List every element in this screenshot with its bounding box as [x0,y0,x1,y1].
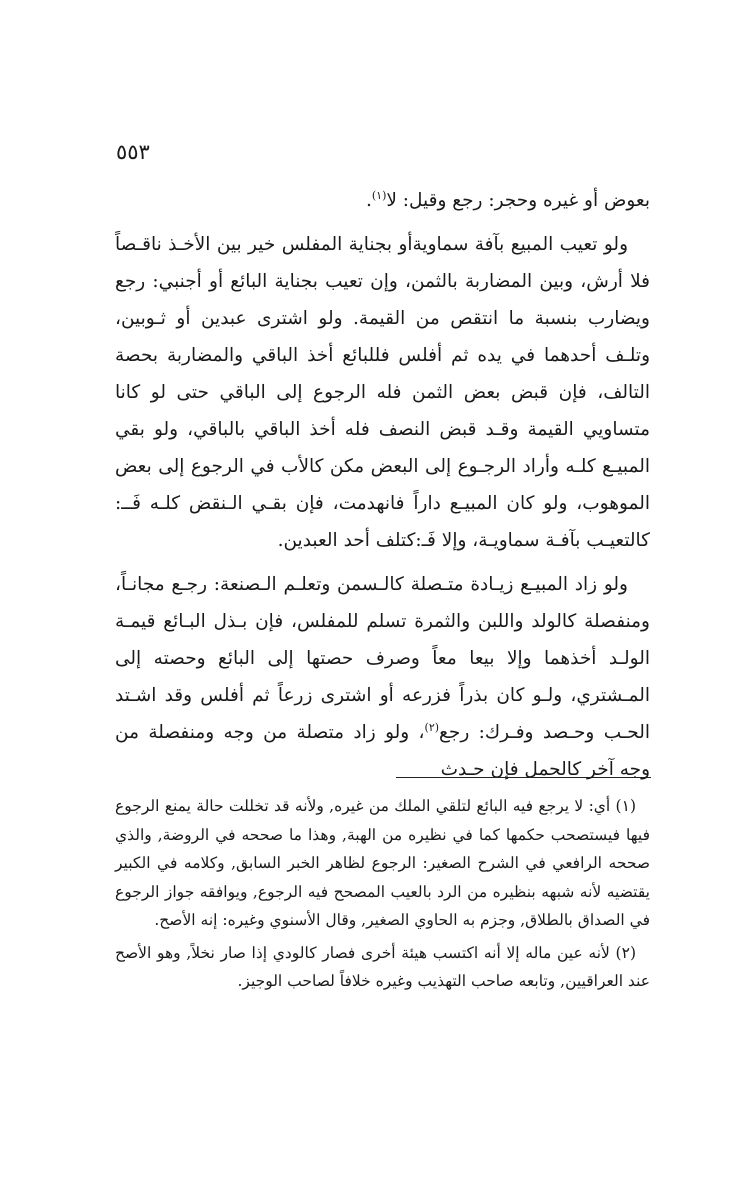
paragraph-1-text: بعوض أو غيره وحجر: رجع وقيل: لا [386,190,650,211]
footnote-ref-2: (٢) [424,720,440,734]
paragraph-3-text-b: ، ولو زاد متصلة من وجه ومنفصلة من وجه آخر كالحمل فإن حـدث [115,722,650,780]
footnotes [115,792,650,996]
paragraph-1 [115,182,650,219]
paragraph-2: ولو تعيب المبيع بآفة سماويةأو بجناية المفلس خير بين الأخـذ ناقـصاً فلا أرش، وبين المضاربة بالثمن، وإن تعيب بجناية البائع أو أجنبي: رجع ويضارب بنسبة ما انتقص من القيمة. ولو اشترى عبدين أو ثـوبين، وتلـف أحدهما في يده ثم أفلس فللبائع أخذ الباقي والمضاربة بحصة التالف، فإن قبض بعض الثمن فله الرجوع إلى الباقي حتى لو كانا متساويي القيمة وقـد قبض النصف فله أخذ الباقي بالباقي، ولو بقي المبيـع كلـه وأراد الرجـوع إلى البعض مكن كالأب في الرجوع إلى بعض الموهوب، ولو كان المبيـع داراً فانهدمت، فإن بقـي الـنقض كلـه فَــ: كالتعيـب بآفـة سماويـة، وإلا فَـ:كتلف أحد العبدين. [115,234,650,551]
paragraph-3-text-a: ولو زاد المبيـع زيـادة متـصلة كالـسمن وتعلـم الـصنعة: رجـع مجانـاً، ومنفصلة كالولد واللبن والثمرة تسلم للمفلس، فإن بـذل البـائع قيمـة الولـد أخذهما وإلا بيعا معاً وصرف حصتها إلى البائع وحصته إلى المـشتري، ولـو كان بذراً فزرعه أو اشترى زرعاً ثم أفلس وقد اشـتد الحـب وحـصد وفـرك: رجع [115,574,651,743]
footnote-ref-1: (١) [371,188,387,202]
footnote-1: (١) أي: لا يرجع فيه البائع لتلقي الملك من غيره, ولأنه قد تخللت حالة يمنع الرجوع فيها فيستصحب حكمها كما في نظيره من الهبة, وهذا ما صححه في الروضة, والذي صححه الرافعي في الشرح الصغير: الرجوع لظاهر الخبر السابق, وكلامه في الكبير يقتضيه لأنه شبهه بنظيره من الرد بالعيب المصحح فيه الرجوع, ويوافقه جواز الرجوع في الصداق بالطلاق, وجزم به الحاوي الصغير, وقال الأسنوي وغيره: إنه الأصح. [115,797,650,929]
footnote-separator [396,777,651,778]
main-text [115,182,650,788]
paragraph-3 [115,566,650,788]
paragraph-1-end: . [365,190,372,211]
footnote-2: (٢) لأنه عين ماله إلا أنه اكتسب هيئة أخرى فصار كالودي إذا صار نخلاً, وهو الأصح عند العراقيين, وتابعه صاحب التهذيب وغيره خلافاً لصاحب الوجيز. [115,943,650,990]
page-number: ٥٥٣ [116,140,150,164]
